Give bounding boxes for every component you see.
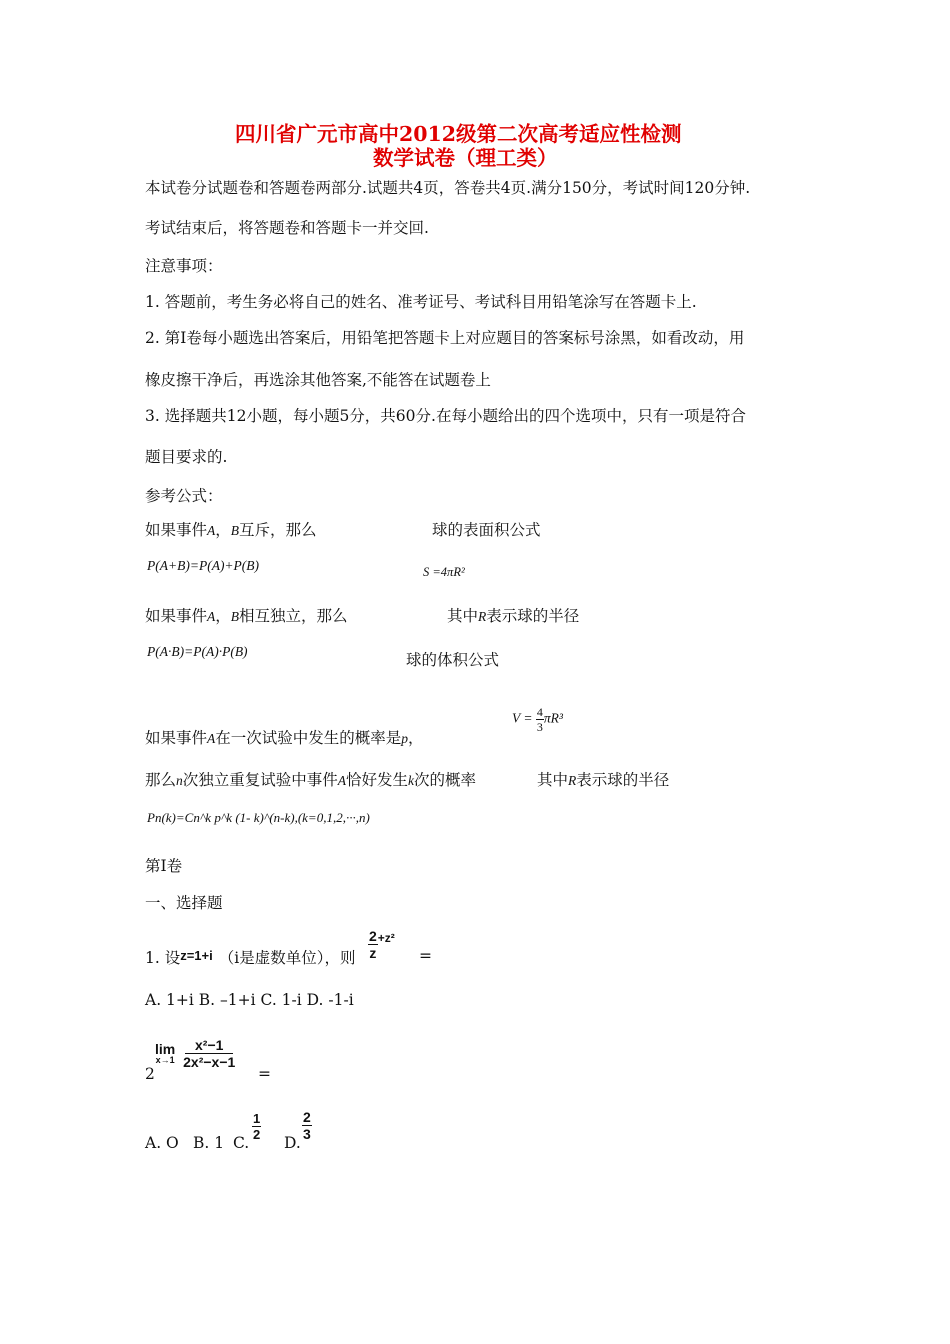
q2-option-d-fraction [302, 1110, 312, 1141]
q2-fraction [183, 1038, 235, 1069]
q2-fraction-num: x²−1 [185, 1038, 233, 1054]
intro-line-2: 考试结束后，将答题卷和答题卡一并交回. [145, 219, 429, 237]
formula-3-p: p [401, 731, 409, 746]
q2-option-b: B. 1 [193, 1134, 225, 1152]
formula-1-A: A [207, 523, 216, 538]
formula-4-mid1: 次独立重复试验中事件 [182, 771, 338, 789]
radius-note-1-R: R [478, 609, 487, 624]
q2-option-d: D. [284, 1134, 301, 1152]
volume-fraction-num: 4 [536, 705, 543, 719]
radius-note-2-post: 表示球的半径 [576, 771, 670, 789]
radius-note-1 [447, 606, 579, 627]
note-item-2-line-1: 2. 第I卷每小题选出答案后，用铅笔把答题卡上对应题目的答案标号涂黑，如看改动，用 [145, 329, 745, 347]
formula-1-B: B [230, 523, 240, 538]
q1-paren: （i是虚数单位），则 [218, 949, 356, 967]
formula-4-n: n [176, 773, 183, 788]
formula-1-text [145, 520, 317, 541]
q2-lim-word: lim [155, 1041, 176, 1057]
q1-options: A. 1+i B. –1+i C. 1-i D. -1-i [145, 991, 354, 1009]
sphere-area-formula: S =4πR² [423, 565, 465, 579]
formula-3-pre: 如果事件 [145, 729, 208, 747]
q1-z-definition: z=1+i [180, 948, 213, 963]
formula-4-text [145, 770, 476, 791]
q2-option-c-num: 1 [253, 1111, 261, 1126]
note-item-3-line-2: 题目要求的. [145, 448, 228, 466]
q2-fraction-den: 2x²−x−1 [183, 1054, 236, 1070]
radius-note-2-pre: 其中 [537, 771, 569, 789]
q1-fraction-den: z [369, 944, 377, 961]
page-subtitle: 数学试卷（理工类） [373, 146, 558, 170]
volume-fraction-den: 3 [536, 720, 543, 734]
formula-4-k: k [408, 773, 415, 788]
q2-option-a: A. O [145, 1134, 179, 1152]
q1-equals: = [419, 947, 432, 965]
radius-note-1-pre: 其中 [447, 607, 479, 625]
formula-2-B: B [230, 609, 240, 624]
intro-line-1: 本试卷分试题卷和答题卷两部分.试题共4页，答卷共4页.满分150分，考试时间120分钟. [145, 179, 751, 197]
formula-3-text [145, 728, 424, 749]
q1-expression-rest: +z² [377, 931, 395, 945]
formula-1-post: 互斥，那么 [239, 521, 317, 539]
formula-2-text [145, 606, 348, 627]
formula-4-mid3: 次的概率 [414, 771, 477, 789]
notes-heading: 注意事项： [145, 257, 223, 275]
q2-option-c-den: 2 [253, 1127, 261, 1142]
volume-label: 第I卷 [145, 857, 183, 875]
q2-option-d-num: 2 [303, 1109, 311, 1125]
formula-1-pre: 如果事件 [145, 521, 208, 539]
binomial-formula: Pn(k)=Cn^k p^k (1- k)^(n-k),(k=0,1,2,···,n) [147, 810, 370, 825]
formula-3-mid: 在一次试验中发生的概率是 [215, 729, 402, 747]
radius-note-2 [537, 770, 669, 791]
part-label: 一、选择题 [145, 894, 223, 912]
q2-number: 2 [145, 1065, 155, 1083]
note-item-3-line-1: 3. 选择题共12小题，每小题5分，共60分.在每小题给出的四个选项中，只有一项是符合 [145, 407, 746, 425]
sphere-volume-label: 球的体积公式 [406, 651, 500, 669]
q1-fraction-num: 2 [369, 927, 377, 944]
formula-4-mid2: 恰好发生 [346, 771, 409, 789]
formula-4-pre: 那么 [145, 771, 177, 789]
formula-2-comma: ， [215, 607, 231, 625]
note-item-2-line-2: 橡皮擦干净后，再选涂其他答案,不能答在试题卷上 [145, 371, 491, 389]
q2-option-d-den: 3 [303, 1126, 311, 1142]
sphere-area-label: 球的表面积公式 [432, 521, 541, 539]
q2-option-d-frac [302, 1110, 312, 1141]
formulas-heading: 参考公式： [145, 487, 223, 505]
q1-pre: 1. 设 [145, 949, 181, 967]
radius-note-1-post: 表示球的半径 [486, 607, 580, 625]
formula-2-A: A [207, 609, 216, 624]
q2-option-c-frac [252, 1112, 261, 1141]
question-1-stem [145, 946, 355, 968]
note-item-1: 1. 答题前，考生务必将自己的姓名、准考证号、考试科目用铅笔涂写在答题卡上. [145, 293, 697, 311]
formula-4-A: A [337, 773, 347, 788]
volume-lhs: V = [512, 710, 533, 726]
sphere-volume-formula [512, 706, 563, 733]
formula-2-post: 相互独立，那么 [239, 607, 348, 625]
q2-lim-sub: x→1 [155, 1055, 175, 1065]
q2-option-c: C. [233, 1134, 250, 1152]
formula-2-expression: P(A·B)=P(A)·P(B) [147, 644, 248, 659]
volume-fraction [536, 706, 544, 733]
radius-note-2-R: R [568, 773, 577, 788]
formula-3-end: ， [408, 729, 424, 747]
formula-3-A: A [207, 731, 216, 746]
volume-rest: πR³ [543, 710, 563, 726]
q1-expression [368, 928, 395, 960]
formula-1-expression: P(A+B)=P(A)+P(B) [147, 558, 260, 573]
q2-lim-block [155, 1042, 175, 1065]
q2-option-c-fraction [252, 1112, 261, 1141]
formula-1-comma: ， [215, 521, 231, 539]
q2-limit [155, 1038, 235, 1069]
formula-2-pre: 如果事件 [145, 607, 208, 625]
q1-fraction [368, 929, 378, 960]
page-title: 四川省广元市高中2012级第二次高考适应性检测 [235, 122, 682, 146]
q2-equals: = [258, 1065, 271, 1083]
